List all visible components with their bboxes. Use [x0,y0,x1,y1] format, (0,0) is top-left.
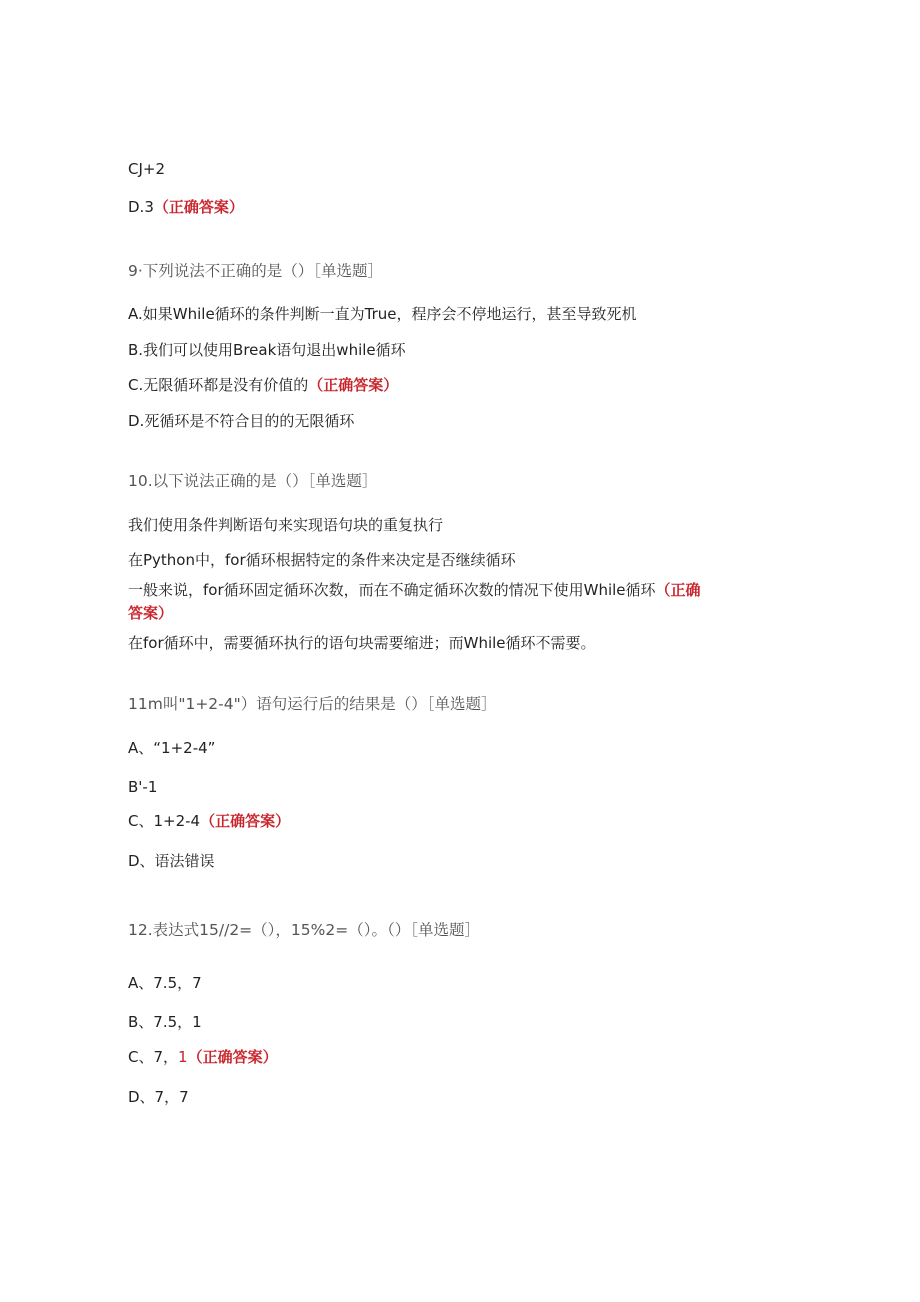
q12-option-b [128,1012,202,1032]
option-text: A、7.5，7 [128,974,202,992]
q11-option-a [128,738,215,758]
option-text: D、7，7 [128,1088,189,1106]
option-text: C、7， [128,1048,179,1066]
q12-option-c [128,1047,278,1067]
q10-option-3 [128,580,701,600]
option-text: 我们使用条件判断语句来实现语句块的重复执行 [128,516,444,534]
question-10-title: 10.以下说法正确的是（）［单选题］ [128,472,378,490]
option-text: D.3 [128,198,154,216]
option-text: A.如果While循环的条件判断一直为True，程序会不停地运行，甚至导致死机 [128,305,637,323]
correct-answer-mark: （正确 [655,581,701,599]
q9-option-a [128,304,637,324]
correct-answer-mark: （正确答案） [200,812,291,830]
q10-option-4 [128,633,596,653]
option-text: D.死循环是不符合目的的无限循环 [128,412,355,430]
q9-option-b [128,340,406,360]
option-value-highlight: 1 [178,1048,188,1066]
option-text: 在for循环中，需要循环执行的语句块需要缩进；而While循环不需要。 [128,634,596,652]
correct-answer-mark: （正确答案） [153,198,244,216]
question-12-title: 12.表达式15//2=（），15%2=（）。（）［单选题］ [128,921,480,939]
option-text: 在Python中，for循环根据特定的条件来决定是否继续循环 [128,551,516,569]
option-text: D、语法错误 [128,852,215,870]
option-text: B'-1 [128,778,158,796]
option-text: 一般来说，for循环固定循环次数，而在不确定循环次数的情况下使用While循环 [128,581,656,599]
option-text: A、“1+2-4” [128,739,216,757]
option-text: B.我们可以使用Break语句退出while循环 [128,341,406,359]
option-c-prev [128,159,165,179]
option-text: CJ+2 [128,160,166,178]
option-d-prev [128,197,244,217]
option-text: C、1+2-4 [128,812,201,830]
q11-option-b [128,777,157,797]
q9-option-d [128,411,354,431]
correct-answer-mark-tail: 答案） [128,604,174,622]
correct-answer-mark: （正确答案） [187,1048,278,1066]
q11-option-c [128,811,290,831]
q10-option-3-continued [128,603,173,623]
q9-option-c [128,375,398,395]
correct-answer-mark: （正确答案） [308,376,399,394]
q10-option-1 [128,515,443,535]
q11-option-d [128,851,215,871]
option-text: B、7.5，1 [128,1013,202,1031]
question-9-title: 9·下列说法不正确的是（）［单选题］ [128,262,384,280]
option-text: C.无限循环都是没有价值的 [128,376,309,394]
question-11-title: 11m叫"1+2-4"）语句运行后的结果是（）［单选题］ [128,695,497,713]
q12-option-d [128,1087,189,1107]
q10-option-2 [128,550,516,570]
q12-option-a [128,973,202,993]
